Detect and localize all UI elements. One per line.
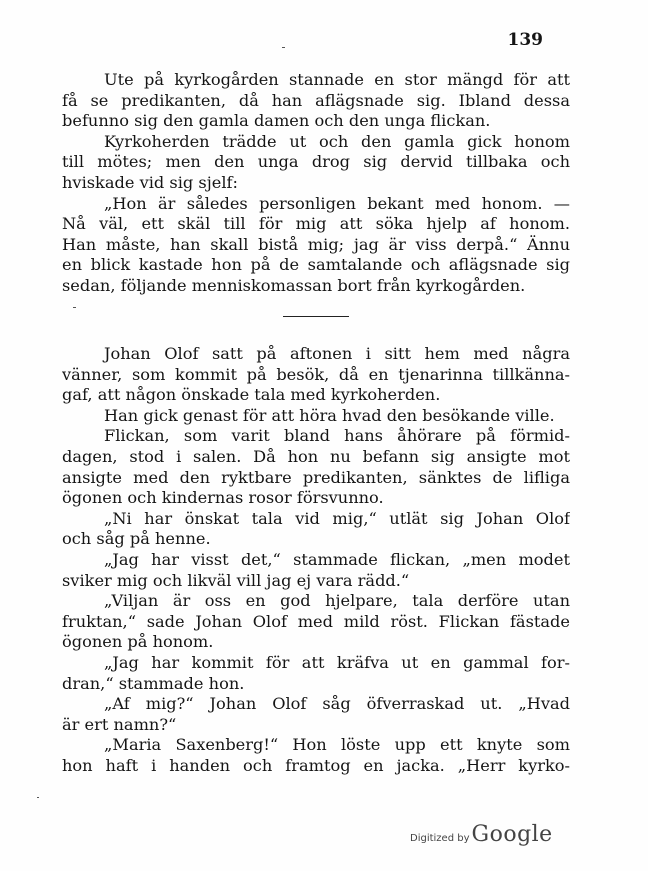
text-line: dagen, stod i salen. Då hon nu befann sig ansigte mot: [62, 446, 570, 466]
text-line: ögonen och kindernas rosor försvunno.: [62, 488, 384, 508]
text-line: „Viljan är oss en god hjelpare, tala derföre utan: [104, 591, 570, 611]
text-line: Ute på kyrkogården stannade en stor mängd för att: [104, 70, 570, 89]
google-watermark: [410, 822, 553, 847]
text-line: hon haft i handen och framtog en jacka. „Herr kyrko-: [62, 755, 570, 775]
text-line: „Maria Saxenberg!“ Hon löste upp ett knyte som: [104, 735, 570, 755]
text-line: sviker mig och likväl vill jag ej vara rädd.“: [62, 570, 410, 590]
text-line: hviskade vid sig sjelf:: [62, 172, 238, 192]
text-line: Han gick genast för att höra hvad den besökande ville.: [104, 405, 555, 425]
text-line: en blick kastade hon på de samtalande och aflägsnade sig: [62, 255, 570, 275]
text-line: till mötes; men den unga drog sig dervid tillbaka och: [62, 152, 570, 172]
scan-speck: [282, 47, 285, 48]
text-line: „Af mig?“ Johan Olof såg öfverraskad ut. „Hvad: [104, 694, 570, 714]
scan-speck: [37, 797, 39, 798]
text-line: gaf, att någon önskade tala med kyrkoherden.: [62, 385, 441, 405]
text-line: ansigte med den ryktbare predikanten, sänktes de lifliga: [62, 467, 570, 487]
text-line: dran,“ stammade hon.: [62, 673, 245, 693]
paragraph-section-1: [62, 70, 570, 297]
text-line: „Ni har önskat tala vid mig,“ utlät sig Johan Olof: [104, 508, 570, 528]
text-line: sedan, följande menniskomassan bort från kyrkogården.: [62, 275, 526, 295]
text-line: Kyrkoherden trädde ut och den gamla gick honom: [104, 131, 570, 151]
page-number: 139: [507, 30, 543, 50]
text-line: „Hon är således personligen bekant med honom. —: [104, 193, 570, 213]
text-line: „Jag har kommit för att kräfva ut en gammal for-: [104, 652, 570, 672]
text-line: vänner, som kommit på besök, då en tjenarinna tillkänna-: [62, 364, 570, 384]
text-line: är ert namn?“: [62, 714, 177, 734]
text-line: och såg på henne.: [62, 529, 211, 549]
text-line: „Jag har visst det,“ stammade flickan, „men modet: [104, 549, 570, 569]
section-divider: [283, 316, 349, 317]
text-line: ögonen på honom.: [62, 632, 214, 652]
google-logo: Google: [471, 822, 553, 847]
digitized-by-label: Digitized by: [410, 833, 470, 844]
text-line: Flickan, som varit bland hans åhörare på förmid-: [104, 426, 570, 446]
text-line: Nå väl, ett skäl till för mig att söka hjelp af honom.: [62, 214, 570, 234]
text-line: fruktan,“ sade Johan Olof med mild röst. Flickan fästade: [62, 611, 570, 631]
text-line: Johan Olof satt på aftonen i sitt hem med några: [104, 344, 570, 363]
scan-speck: [73, 307, 76, 308]
text-line: få se predikanten, då han aflägsnade sig. Ibland dessa: [62, 90, 570, 110]
text-line: Han måste, han skall bistå mig; jag är viss derpå.“ Ännu: [62, 234, 570, 254]
paragraph-section-2: [62, 344, 570, 776]
text-line: befunno sig den gamla damen och den unga flickan.: [62, 111, 491, 131]
